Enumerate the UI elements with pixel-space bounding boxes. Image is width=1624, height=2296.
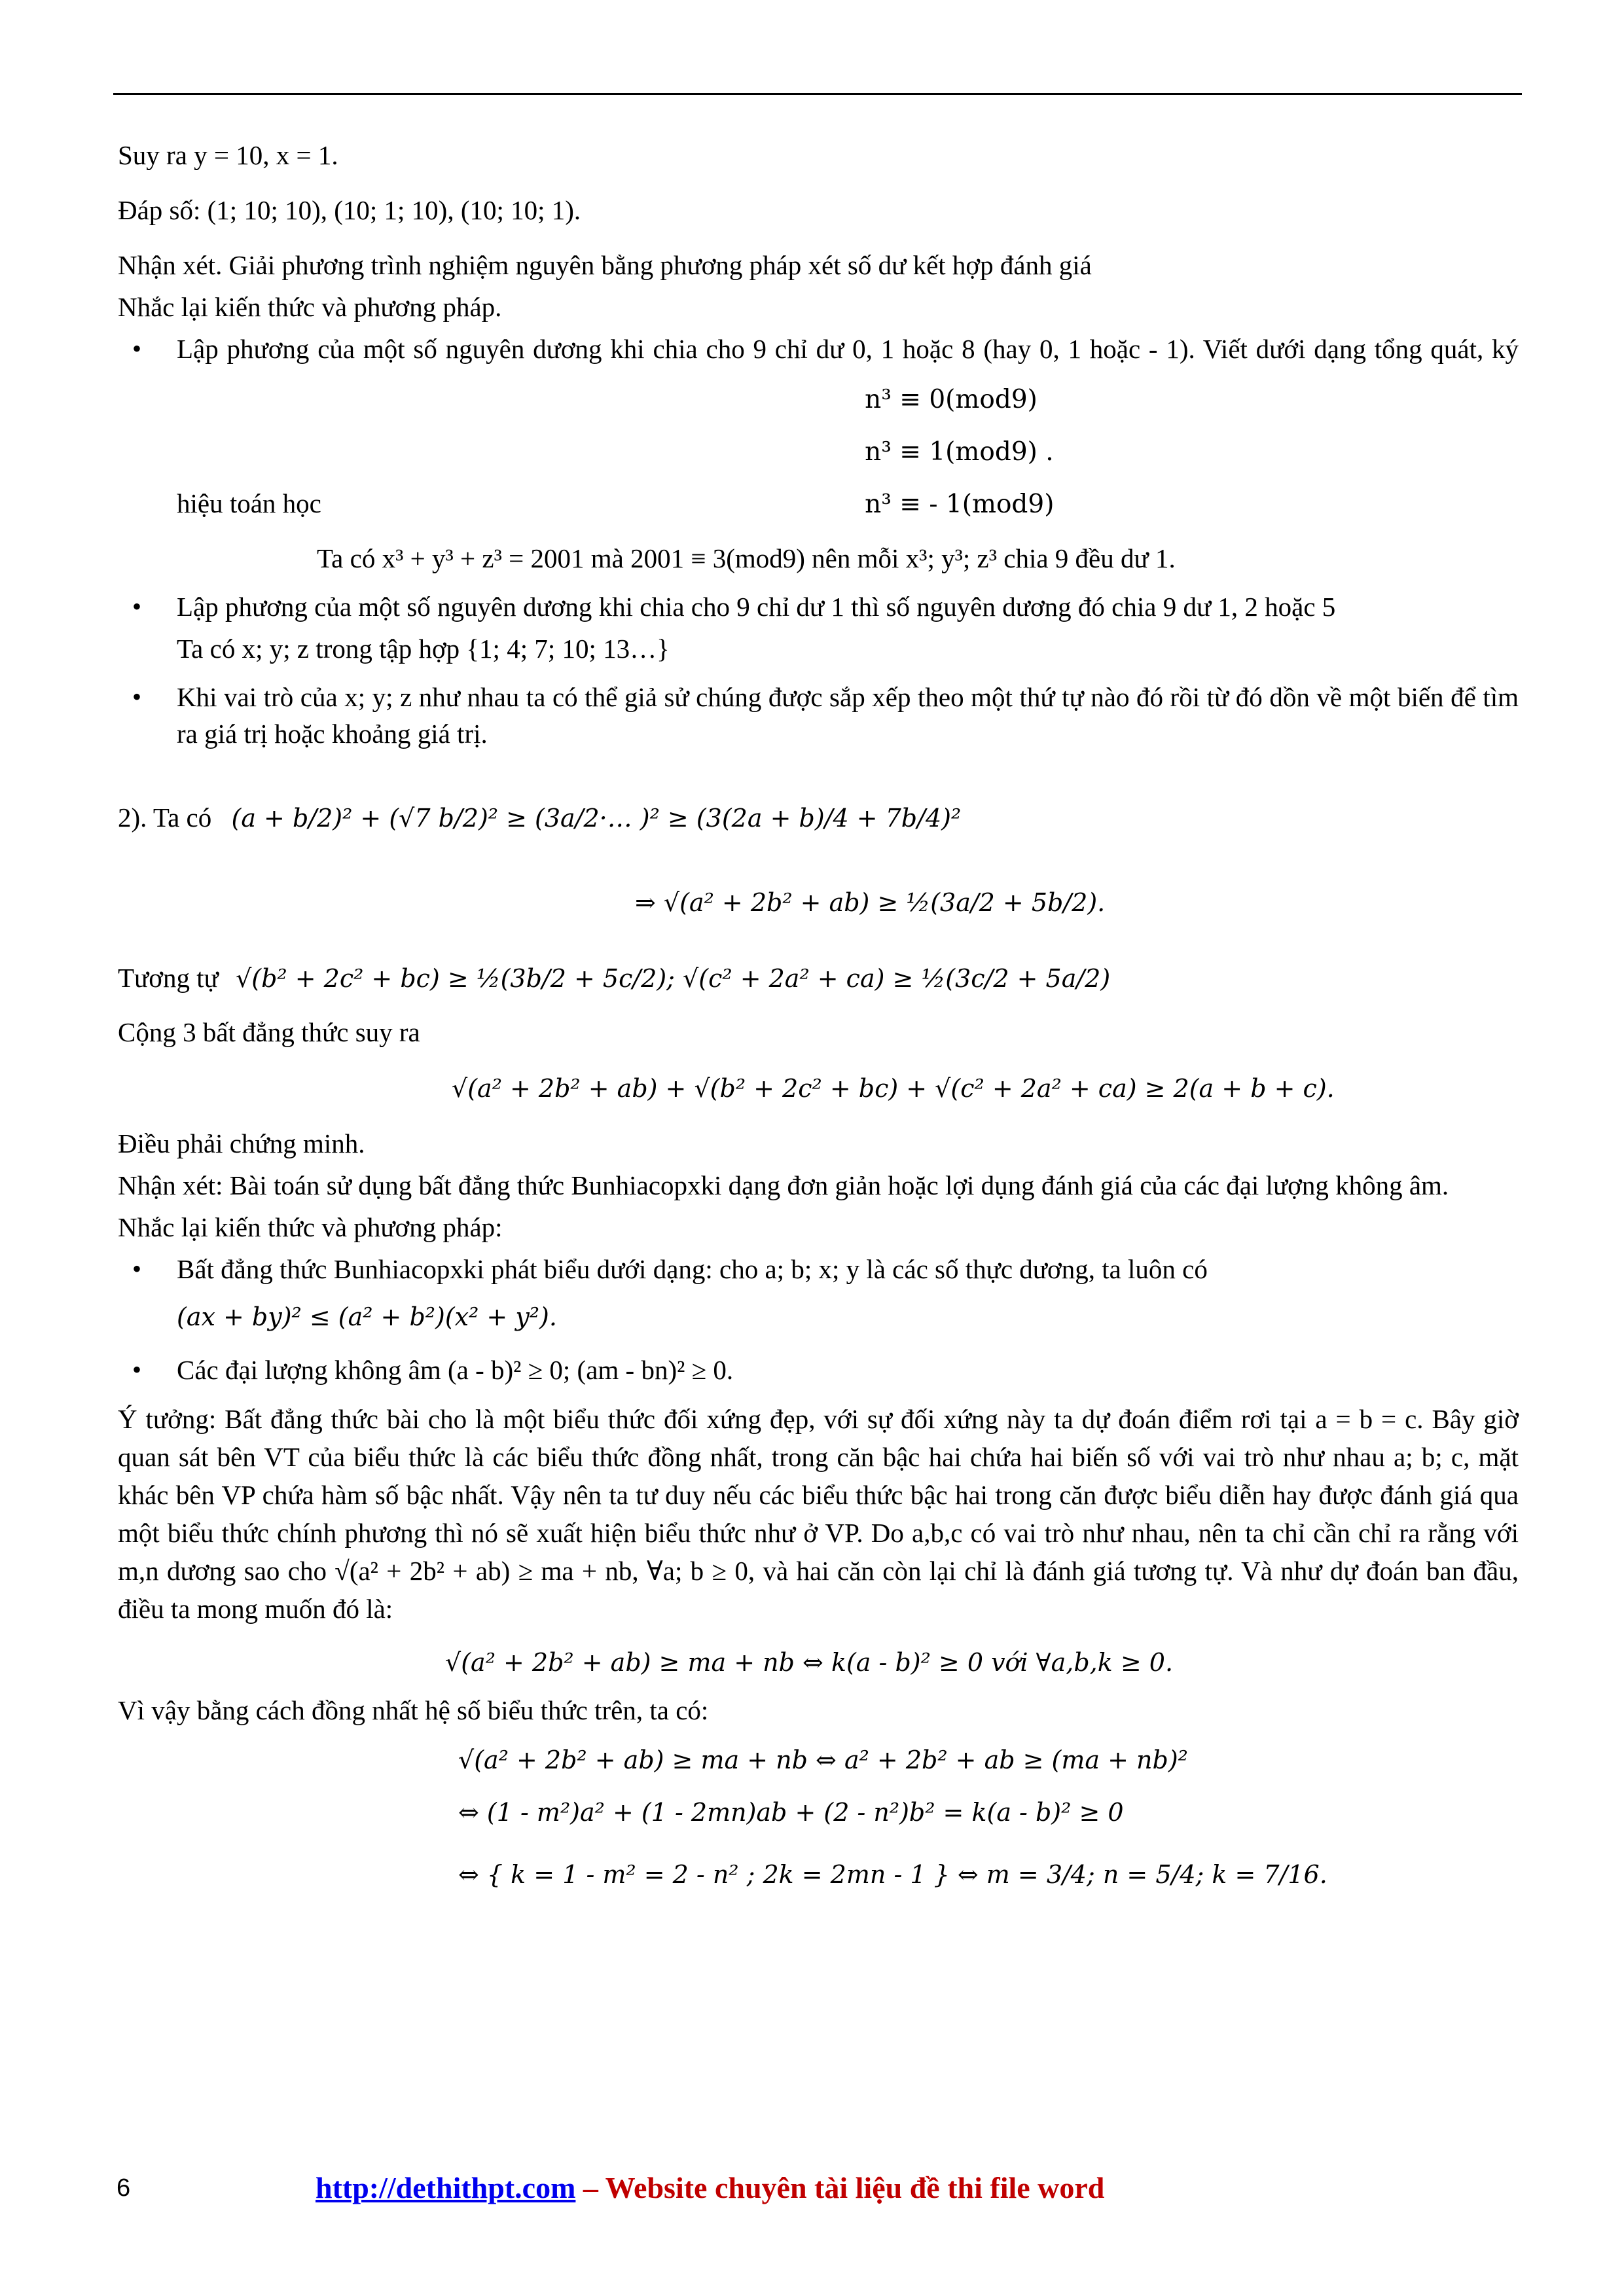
bullet-item: [118, 679, 1519, 752]
bullet-list-1: [118, 331, 1519, 752]
ta-co-sum: Ta có x³ + y³ + z³ = 2001 mà 2001 ≡ 3(mod9) nên mỗi x³; y³; z³ chia 9 đều dư 1.: [317, 543, 1176, 573]
case-row: n³ ≡ 1(mod9) .: [865, 437, 1054, 467]
part2-implies: ⇒ √(a² + 2b² + ab) ≥ ½(3a/2 + 5b/2).: [635, 888, 1106, 917]
nhan-xet-1: Nhận xét. Giải phương trình nghiệm nguyên bằng phương pháp xét số dư kết hợp đánh giá: [118, 250, 1092, 280]
dpcm-line: Điều phải chứng minh.: [118, 1128, 365, 1158]
bullet-item: [118, 1352, 1519, 1388]
mong-muon-formula: √(a² + 2b² + ab) ≥ ma + nb ⇔ k(a - b)² ≥ 0 với ∀a,b,k ≥ 0.: [445, 1648, 1174, 1677]
bullet-item: [118, 1251, 1519, 1340]
ta-co-set: Ta có x; y; z trong tập hợp {1; 4; 7; 10; 13…}: [177, 634, 670, 664]
bullet-text: Bất đẳng thức Bunhiacopxki phát biểu dưới dạng: cho a; b; x; y là các số thực dương, ta luôn có: [177, 1254, 1208, 1284]
bullet-text: Lập phương của một số nguyên dương khi chia cho 9 chỉ dư 0, 1 hoặc 8 (hay 0, 1 hoặc - 1). Viết dưới dạng tổng quát, ký hiệu toán học: [177, 334, 1519, 518]
tuong-tu-formula: √(b² + 2c² + bc) ≥ ½(3b/2 + 5c/2); √(c² + 2a² + ca) ≥ ½(3c/2 + 5a/2): [236, 964, 1111, 993]
tuong-tu-label: Tương tự: [118, 963, 219, 993]
bullet-item: [118, 331, 1519, 577]
part2-expression: (a + b/2)² + (√7 b/2)² ≥ (3a/2·… )² ≥ (3(2a + b)/4 + 7b/4)²: [231, 804, 962, 833]
part2-first-line: [118, 772, 1519, 863]
case-row: n³ ≡ 0(mod9): [865, 385, 1038, 414]
bullet-text: Các đại lượng không âm (a - b)² ≥ 0; (am - bn)² ≥ 0.: [177, 1355, 734, 1385]
equation-line: ⇔ { k = 1 - m² = 2 - n² ; 2k = 2mn - 1 } ⇔ m = 3/4; n = 5/4; k = 7/16.: [458, 1860, 1327, 1889]
footer-link[interactable]: http://dethithpt.com: [316, 2171, 576, 2204]
mod9-cases: [865, 374, 1054, 531]
case-row: n³ ≡ - 1(mod9): [865, 490, 1055, 519]
page-number: 6: [117, 2174, 131, 2202]
page-content: [118, 134, 1519, 1910]
bullet-text: Lập phương của một số nguyên dương khi chia cho 9 chỉ dư 1 thì số nguyên dương đó chia 9 dư 1, 2 hoặc 5: [177, 592, 1336, 622]
dap-so-line: Đáp số: (1; 10; 10), (10; 1; 10), (10; 10; 1).: [118, 195, 581, 225]
tuong-tu-line: [118, 942, 1519, 1014]
footer: [316, 2170, 1104, 2205]
final-inequality: √(a² + 2b² + ab) + √(b² + 2c² + bc) + √(c² + 2a² + ca) ≥ 2(a + b + c).: [452, 1074, 1335, 1103]
equation-line: ⇔ (1 - m²)a² + (1 - 2mn)ab + (2 - n²)b² = k(a - b)² ≥ 0: [458, 1798, 1124, 1827]
nhac-lai-2: Nhắc lại kiến thức và phương pháp:: [118, 1212, 503, 1242]
final-equations: [118, 1734, 1519, 1910]
nhan-xet-2: Nhận xét: Bài toán sử dụng bất đẳng thức Bunhiacopxki dạng đơn giản hoặc lợi dụng đánh giá của các đại lượng không âm.: [118, 1170, 1449, 1200]
bunhia-formula: (ax + by)² ≤ (a² + b²)(x² + y²).: [177, 1302, 557, 1331]
nhac-lai-1: Nhắc lại kiến thức và phương pháp.: [118, 292, 502, 322]
y-tuong-paragraph: Ý tưởng: Bất đẳng thức bài cho là một biểu thức đối xứng đẹp, với sự đối xứng này ta dự đoán điểm rơi tại a = b = c. Bây giờ quan sát bên VT của biểu thức là các biểu thức đồng nhất, trong căn bậc hai chứa hai biến số với vai trò như nhau a; b; c, mặt khác bên VP chứa hàm số bậc nhất. Vậy nên ta tư duy nếu các biểu thức bậc hai trong căn được biểu diễn hay được đánh giá qua một biểu thức chính phương thì nó sẽ xuất hiện biểu thức như ở VP. Do a,b,c có vai trò như nhau, nên ta chỉ cần chỉ ra rằng với m,n dương sao cho √(a² + 2b² + ab) ≥ ma + nb, ∀a; b ≥ 0, và hai căn còn lại chỉ là đánh giá tương tự. Và như dự đoán ban đầu, điều ta mong muốn đó là:: [118, 1404, 1519, 1624]
bullet-item: [118, 588, 1519, 667]
bullet-list-2: [118, 1251, 1519, 1388]
suy-ra-line: Suy ra y = 10, x = 1.: [118, 140, 338, 170]
vi-vay-line: Vì vậy bằng cách đồng nhất hệ số biểu thức trên, ta có:: [118, 1695, 709, 1725]
cong-line: Cộng 3 bất đẳng thức suy ra: [118, 1017, 420, 1047]
equation-line: √(a² + 2b² + ab) ≥ ma + nb ⇔ a² + 2b² + ab ≥ (ma + nb)²: [458, 1746, 1188, 1774]
bullet-text: Khi vai trò của x; y; z như nhau ta có thể giả sử chúng được sắp xếp theo một thứ tự nào đó rồi từ đó dồn về một biến để tìm ra giá trị hoặc khoảng giá trị.: [177, 682, 1519, 749]
part2-label: 2). Ta có: [118, 802, 212, 833]
header-rule: [113, 93, 1522, 95]
footer-tagline: – Website chuyên tài liệu đề thi file word: [575, 2171, 1105, 2204]
